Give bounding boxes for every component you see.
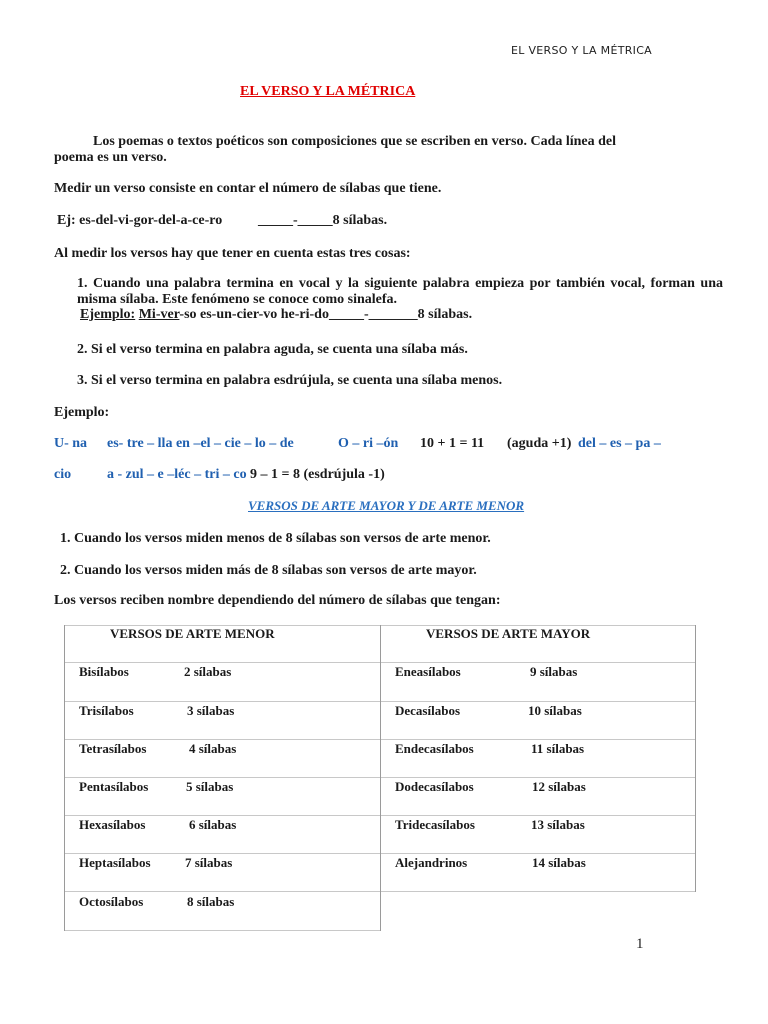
menor-name: Pentasílabos: [79, 779, 149, 794]
mayor-name: Endecasílabos: [395, 741, 474, 756]
menor-count: 4 sílabas: [189, 741, 237, 756]
rule-1-line-1: 1. Cuando una palabra termina en vocal y la siguiente palabra empieza por también vocal, forman una: [77, 276, 723, 291]
intro-line-1: Los poemas o textos poéticos son composiciones que se escriben en verso. Cada línea del: [93, 134, 617, 149]
list-item-1: 1. Cuando los versos miden menos de 8 sílabas son versos de arte menor.: [60, 531, 491, 546]
example-row2-sum: 9 – 1 = 8 (esdrújula -1): [250, 467, 385, 482]
menor-count: 2 sílabas: [184, 664, 232, 679]
running-header: EL VERSO Y LA MÉTRICA: [511, 44, 653, 57]
mayor-name: Eneasílabos: [395, 664, 461, 679]
example-row1-sum: 10 + 1 = 11: [420, 436, 485, 451]
example-row1-part4: del – es – pa –: [578, 436, 661, 451]
example-row1-note: (aguda +1): [507, 436, 572, 451]
rule-1-example: [80, 307, 472, 323]
example-row1-part2: es- tre – lla en –el – cie – lo – de: [107, 436, 294, 451]
mayor-count: 12 sílabas: [532, 779, 586, 794]
mayor-name: Tridecasílabos: [395, 817, 475, 832]
example-1-text: Ej: es-del-vi-gor-del-a-ce-ro: [57, 213, 223, 228]
rule-1-example-rest: -so es-un-cier-vo he-ri-do_____-_______8 sílabas.: [179, 307, 473, 322]
example-row2-part1: cio: [54, 467, 72, 482]
menor-count: 3 sílabas: [187, 703, 235, 718]
mayor-count: 10 sílabas: [528, 703, 582, 718]
mayor-count: 9 sílabas: [530, 664, 578, 679]
rule-1-line-2: misma sílaba. Este fenómeno se conoce como sinalefa.: [77, 292, 398, 307]
example-row2-part2: a - zul – e –léc – tri – co: [107, 467, 247, 482]
mayor-count: 13 sílabas: [531, 817, 585, 832]
menor-name: Tetrasílabos: [79, 741, 147, 756]
document-title: EL VERSO Y LA MÉTRICA: [240, 84, 416, 99]
menor-count: 7 sílabas: [185, 855, 233, 870]
names-intro: Los versos reciben nombre dependiendo del número de sílabas que tengan:: [54, 593, 501, 608]
mayor-name: Decasílabos: [395, 703, 460, 718]
example-1-count: _____-_____8 sílabas.: [258, 213, 388, 228]
menor-name: Heptasílabos: [79, 855, 151, 870]
table-column-divider: [380, 625, 381, 931]
example-row1-part1: U- na: [54, 436, 88, 451]
table-border-left: [64, 625, 65, 931]
intro-line-2: poema es un verso.: [54, 150, 167, 165]
list-item-2: 2. Cuando los versos miden más de 8 sílabas son versos de arte mayor.: [60, 563, 477, 578]
verse-types-table: [64, 625, 696, 931]
mayor-name: Alejandrinos: [395, 855, 468, 870]
mayor-count: 11 sílabas: [531, 741, 585, 756]
mayor-count: 14 sílabas: [532, 855, 586, 870]
measure-definition: Medir un verso consiste en contar el número de sílabas que tiene.: [54, 181, 442, 196]
examples-label: Ejemplo:: [54, 405, 110, 420]
rule-3: 3. Si el verso termina en palabra esdrújula, se cuenta una sílaba menos.: [77, 373, 503, 388]
menor-count: 6 sílabas: [189, 817, 237, 832]
table-header-menor: VERSOS DE ARTE MENOR: [110, 626, 275, 641]
mayor-name: Dodecasílabos: [395, 779, 474, 794]
menor-name: Bisílabos: [79, 664, 129, 679]
menor-name: Octosílabos: [79, 894, 144, 909]
menor-count: 5 sílabas: [186, 779, 234, 794]
rules-intro: Al medir los versos hay que tener en cuenta estas tres cosas:: [54, 246, 411, 261]
rule-2: 2. Si el verso termina en palabra aguda, se cuenta una sílaba más.: [77, 342, 468, 357]
page-number: 1: [636, 936, 644, 952]
rule-1-example-label: Ejemplo:: [80, 307, 136, 322]
example-row1-part3: O – ri –ón: [338, 436, 399, 451]
table-border-right: [695, 625, 696, 892]
table-border-bottom: [64, 930, 380, 931]
rule-1-example-underlined: Mi-ver: [138, 307, 180, 322]
menor-name: Trisílabos: [79, 703, 134, 718]
table-header-mayor: VERSOS DE ARTE MAYOR: [426, 626, 591, 641]
menor-name: Hexasílabos: [79, 817, 146, 832]
menor-count: 8 sílabas: [187, 894, 235, 909]
section-title: VERSOS DE ARTE MAYOR Y DE ARTE MENOR: [248, 498, 525, 513]
